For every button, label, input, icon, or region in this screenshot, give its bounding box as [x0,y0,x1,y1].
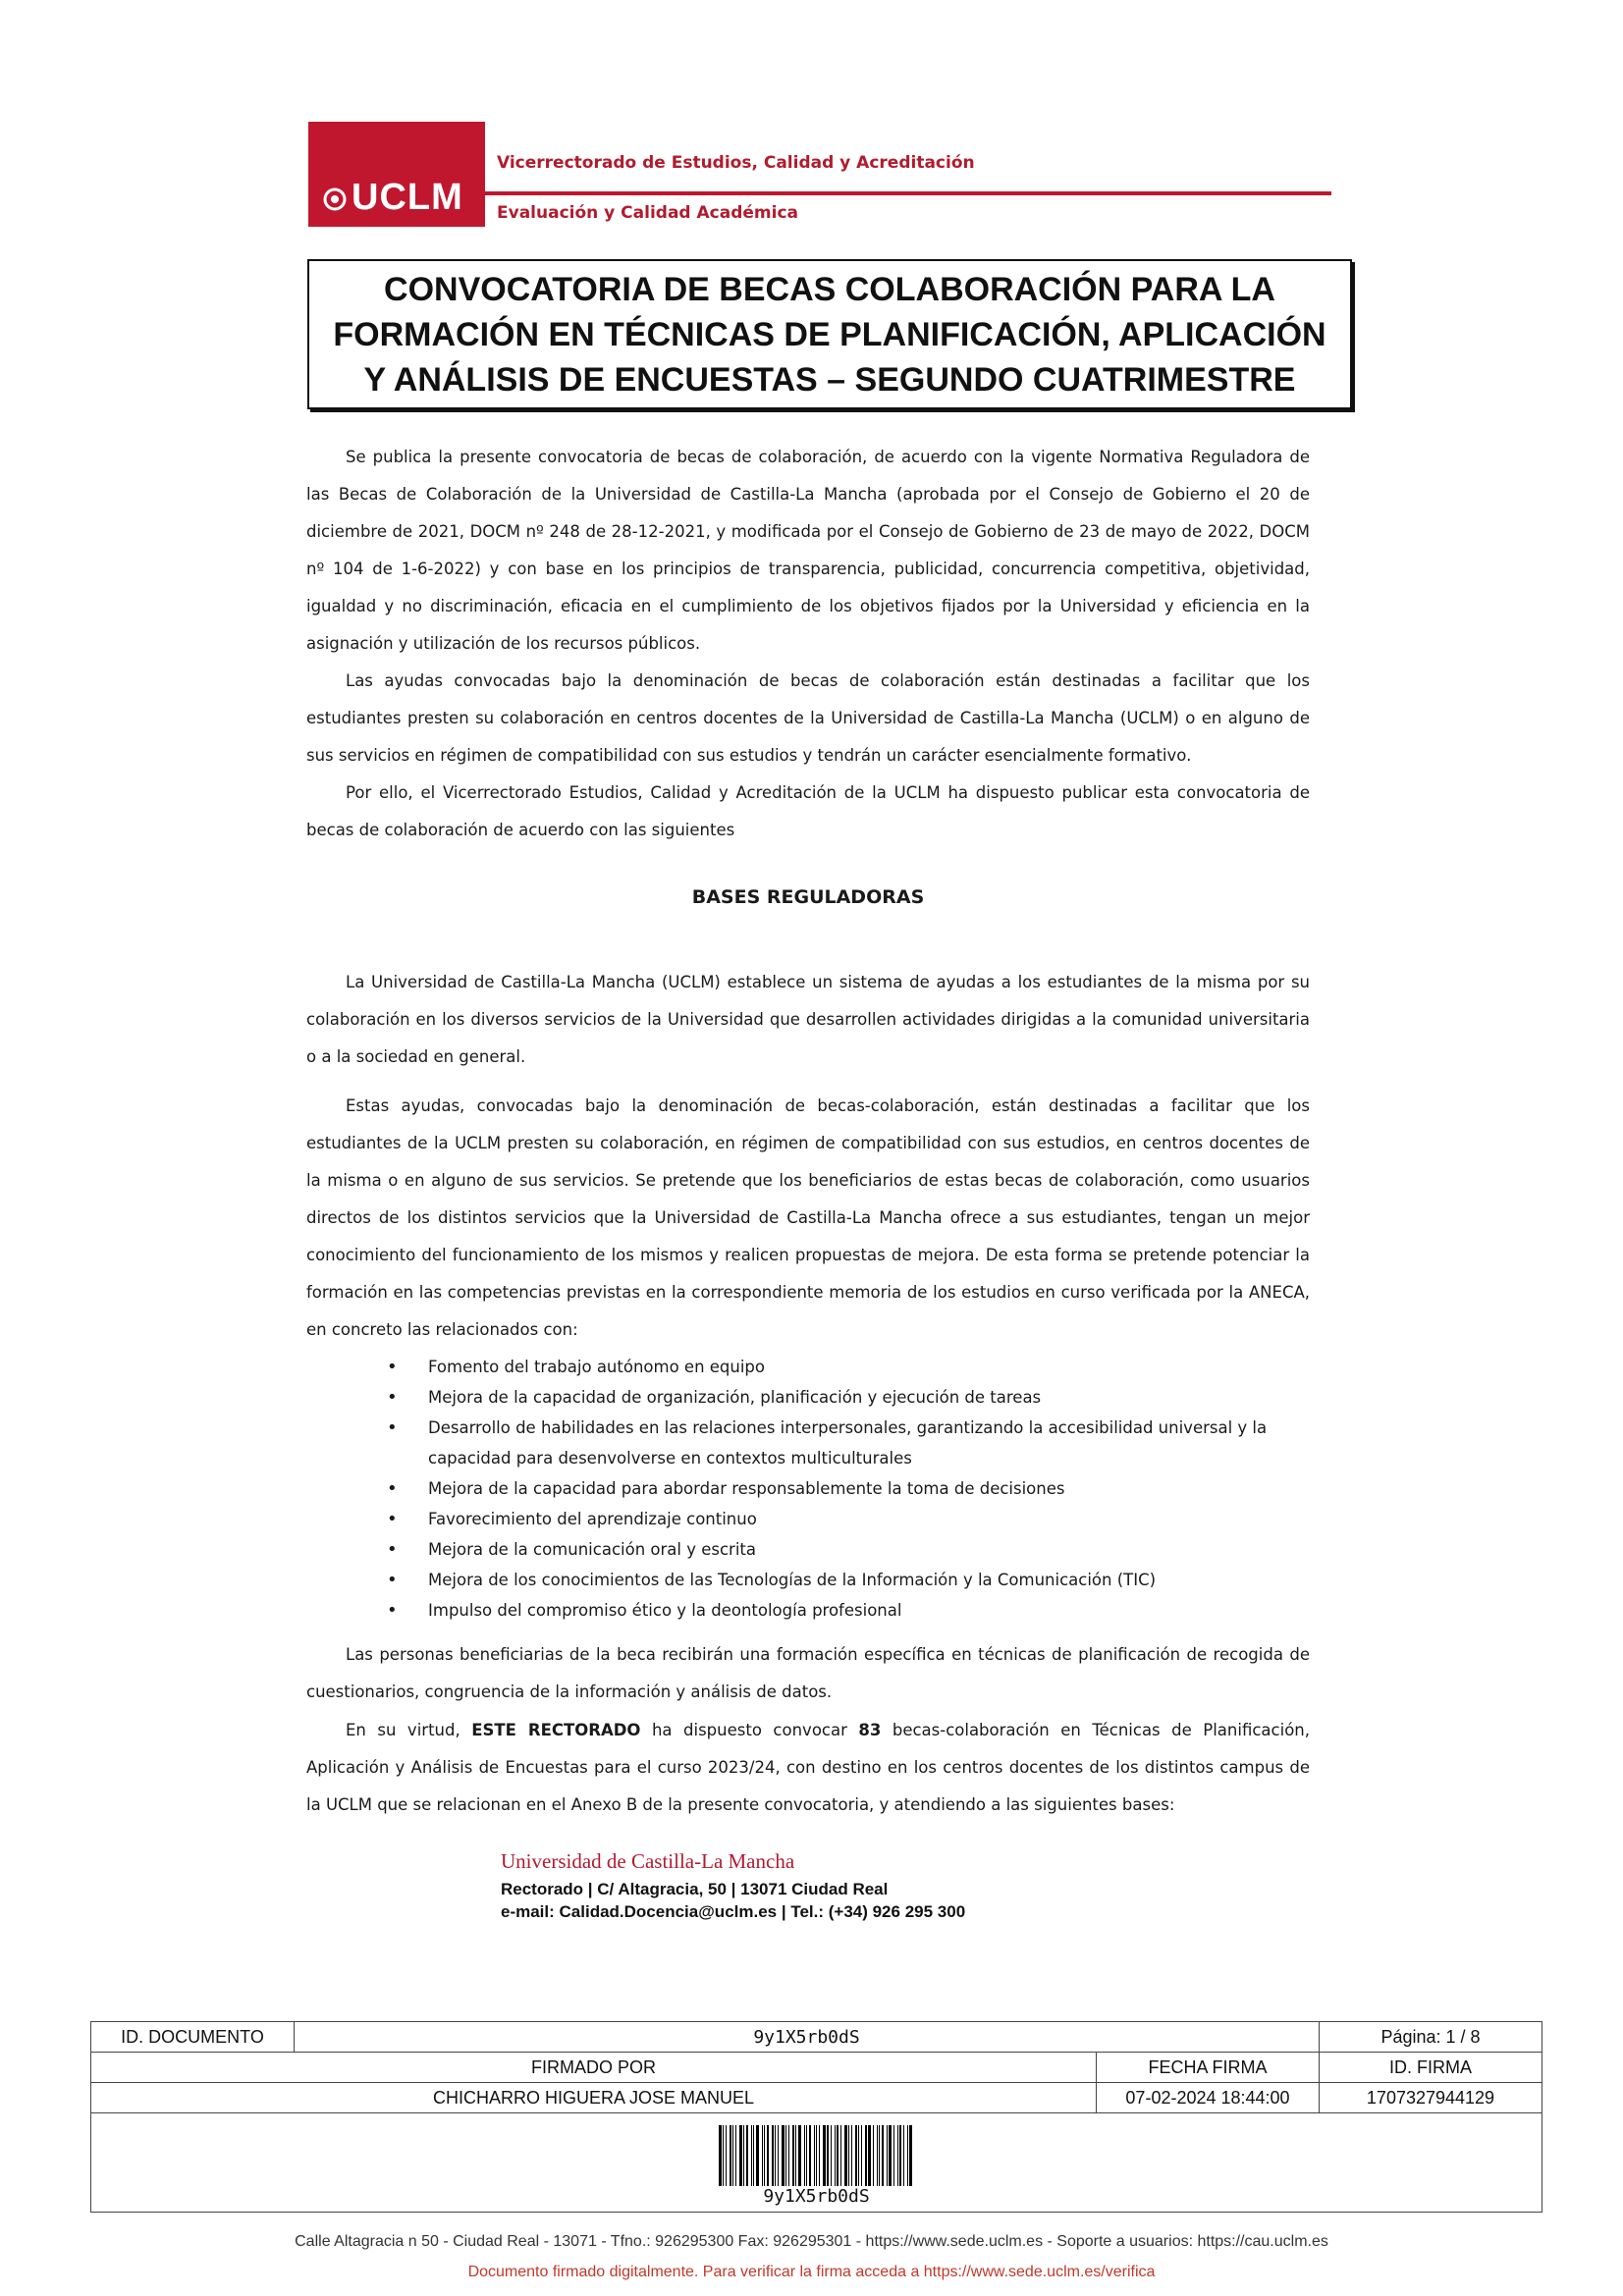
list-item: • Mejora de la comunicación oral y escrita [383,1534,1310,1565]
barcode-bar [806,2125,807,2186]
bases-paragraph-4-block [306,1712,1310,1824]
barcode-bar [788,2125,789,2186]
bases-heading: BASES REGULADORAS [691,886,925,908]
bases-paragraph-3: Las personas beneficiarias de la beca recibirán una formación específica en técnicas de planificación de recogida de cuestionarios, congruencia de la información y análisis de datos. [306,1645,1310,1701]
barcode-bar [814,2125,815,2186]
intro-paragraph-1: Se publica la presente convocatoria de becas de colaboración, de acuerdo con la vigente Normativa Reguladora de las Becas de Colaboración de la Universidad de Castilla-La Mancha (aprobada por el Consejo de Gobierno el 20 de diciembre de 2021, DOCM nº 248 de 28-12-2021, y modificada por el Consejo de Gobierno de 23 de mayo de 2022, DOCM nº 104 de 1-6-2022) y con base en los principios de transparencia, publicidad, concurrencia competitiva, objetividad, igualdad y no discriminación, eficacia en el cumplimiento de los objetivos fijados por la Universidad y eficiencia en la asignación y utilización de los recursos públicos. [306,448,1310,653]
bases-paragraph-3-block [306,1636,1310,1711]
barcode-bar [804,2125,805,2186]
barcode-bar [831,2125,832,2186]
competencies-list [383,1352,1310,1626]
barcode-cell [91,2113,1542,2213]
id-firma-label: ID. FIRMA [1320,2053,1542,2083]
bases-paragraph-1-block [306,964,1310,1076]
barcode-bar [827,2125,829,2186]
list-item: • Mejora de la capacidad para abordar responsablemente la toma de decisiones [383,1473,1310,1504]
barcode-bar [903,2125,904,2186]
signer-name: CHICHARRO HIGUERA JOSE MANUEL [91,2083,1097,2113]
footer-verify-note: Documento firmado digitalmente. Para verificar la firma acceda a https://www.sede.uclm.es/verifica [467,2264,1156,2280]
barcode-bar [743,2125,744,2186]
signature-table [90,2021,1542,2213]
barcode-bar [753,2125,754,2186]
p4-text: En su virtud, [346,1721,472,1739]
list-item: • Favorecimiento del aprendizaje continuo [383,1504,1310,1534]
barcode-bar [772,2125,774,2186]
barcode-bar [719,2125,722,2186]
barcode-bar [897,2125,898,2186]
list-item: • Impulso del compromiso ético y la deontología profesional [383,1595,1310,1626]
barcode-bar [819,2125,820,2186]
barcode-bar [735,2125,736,2186]
barcode-bar [767,2125,769,2186]
intro-paragraph-3: Por ello, el Vicerrectorado Estudios, Calidad y Acreditación de la UCLM ha dispuesto publicar esta convocatoria de becas de colaboración de acuerdo con las siguientes [306,783,1310,839]
barcode-bar [782,2125,784,2186]
barcode-bar [809,2125,811,2186]
list-item: • Desarrollo de habilidades en las relaciones interpersonales, garantizando la accesibilidad universal y la capacidad para desenvolverse en contextos multiculturales [383,1413,1310,1473]
barcode-bar [858,2125,859,2186]
barcode-bar [909,2125,912,2186]
p4-text: ha dispuesto convocar [640,1721,859,1739]
header-divider [485,191,1331,195]
barcode-bar [848,2125,849,2186]
barcode-bar [865,2125,867,2186]
barcode-bar [907,2125,908,2186]
barcode-bar [730,2125,731,2186]
document-title-box [307,259,1352,409]
barcode-bar [889,2125,892,2186]
barcode-bar [851,2125,852,2186]
barcode-bar [795,2125,796,2186]
address-line-1: Rectorado | C/ Altagracia, 50 | 13071 Ciudad Real [501,1880,889,1898]
barcode-bar [756,2125,759,2186]
signature-id: 1707327944129 [1320,2083,1542,2113]
barcode-bar [732,2125,733,2186]
title-line-2: FORMACIÓN EN TÉCNICAS DE PLANIFICACIÓN, APLICACIÓN [333,315,1326,353]
footer-contact: Calle Altagracia n 50 - Ciudad Real - 13071 - Tfno.: 926295300 Fax: 926295301 - https://www.sede.uclm.es - Soporte a usuarios: https://cau.uclm.es [295,2233,1328,2250]
signature-date: 07-02-2024 18:44:00 [1097,2083,1320,2113]
barcode-bar [816,2125,817,2186]
barcode-bar [835,2125,836,2186]
barcode-bar [762,2125,763,2186]
barcode-bar [764,2125,765,2186]
logo-wordmark [322,177,463,219]
list-item: • Mejora de la capacidad de organización, planificación y ejecución de tareas [383,1382,1310,1413]
barcode-bar [746,2125,748,2186]
fecha-firma-label: FECHA FIRMA [1097,2053,1320,2083]
barcode-bar [775,2125,776,2186]
barcode-bar [837,2125,839,2186]
bases-paragraph-4 [306,1712,1310,1824]
list-item: • Fomento del trabajo autónomo en equipo [383,1352,1310,1382]
address-line-2: e-mail: Calidad.Docencia@uclm.es | Tel.: (+34) 926 295 300 [501,1902,966,1921]
firmado-por-label: FIRMADO POR [91,2053,1097,2083]
barcode-bar [879,2125,880,2186]
area-label: Evaluación y Calidad Académica [497,203,798,223]
id-documento-value: 9y1X5rb0dS [295,2022,1320,2053]
uclm-logo [308,122,485,227]
page-number: Página: 1 / 8 [1320,2022,1542,2053]
barcode-bar [778,2125,779,2186]
document-title [333,267,1325,402]
barcode-bar [893,2125,894,2186]
title-line-3: Y ANÁLISIS DE ENCUESTAS – SEGUNDO CUATRIMESTRE [363,360,1296,399]
intro-paragraph-2: Las ayudas convocadas bajo la denominación de becas de colaboración están destinadas a facilitar que los estudiantes presten su colaboración en centros docentes de la Universidad de Castilla-La Mancha (UCLM) o en alguno de sus servicios en régimen de compatibilidad con sus estudios y tendrán un carácter esencialmente formativo. [306,671,1310,765]
p4-text: becas-colaboración en Técnicas de Planificación, Aplicación y Análisis de Encuestas para el curso 2023/24, con destino en los centros docentes de los distintos campus de la UCLM que se relacionan en el Anexo B de la presente convocatoria, y atendiendo a las siguientes bases: [306,1721,1310,1814]
barcode-bar [855,2125,857,2186]
logo-text: UCLM [352,177,463,218]
barcode-bar [792,2125,794,2186]
barcode-bar [899,2125,901,2186]
p4-rectorado: ESTE RECTORADO [471,1721,641,1739]
barcode-bar [887,2125,888,2186]
barcode-bar [723,2125,724,2186]
barcode-icon [719,2125,914,2186]
bases-paragraph-1: La Universidad de Castilla-La Mancha (UCLM) establece un sistema de ayudas a los estudiantes de la misma por su colaboración en los diversos servicios de la Universidad que desarrollen actividades dirigidas a la comunidad universitaria o a la sociedad en general. [306,973,1310,1066]
barcode-bar [882,2125,884,2186]
barcode-bar [739,2125,742,2186]
barcode-bar [726,2125,727,2186]
intro-section [306,439,1310,849]
id-documento-label: ID. DOCUMENTO [91,2022,295,2053]
university-name: Universidad de Castilla-La Mancha [501,1849,795,1873]
uclm-emblem-icon [322,186,348,211]
barcode-text: 9y1X5rb0dS [763,2185,870,2207]
barcode-bar [861,2125,862,2186]
bases-paragraph-2-block [306,1088,1310,1349]
barcode-bar [844,2125,847,2186]
vicerrectorado-label: Vicerrectorado de Estudios, Calidad y Acreditación [497,153,975,173]
barcode-bar [868,2125,871,2186]
p4-count: 83 [858,1721,882,1739]
barcode-bar [877,2125,878,2186]
barcode-bar [798,2125,801,2186]
barcode-bar [751,2125,752,2186]
barcode-bar [840,2125,841,2186]
list-item: • Mejora de los conocimientos de las Tecnologías de la Información y la Comunicación (TIC) [383,1565,1310,1595]
barcode-bar [785,2125,786,2186]
bases-paragraph-2: Estas ayudas, convocadas bajo la denominación de becas-colaboración, están destinadas a facilitar que los estudiantes de la UCLM presten su colaboración, en régimen de compatibilidad con sus estudios, en centros docentes de la misma o en alguno de sus servicios. Se pretende que los beneficiarios de estas becas de colaboración, como usuarios directos de los distintos servicios que la Universidad de Castilla-La Mancha ofrece a sus estudiantes, tengan un mejor conocimiento del funcionamiento de los mismos y realicen propuestas de mejora. De esta forma se pretende potenciar la formación en las competencias previstas en la correspondiente memoria de los estudios en curso verificada por la ANECA, en concreto las relacionados con: [306,1096,1310,1339]
barcode-bar [823,2125,826,2186]
barcode-bar [873,2125,874,2186]
title-line-1: CONVOCATORIA DE BECAS COLABORACIÓN PARA LA [384,270,1275,308]
